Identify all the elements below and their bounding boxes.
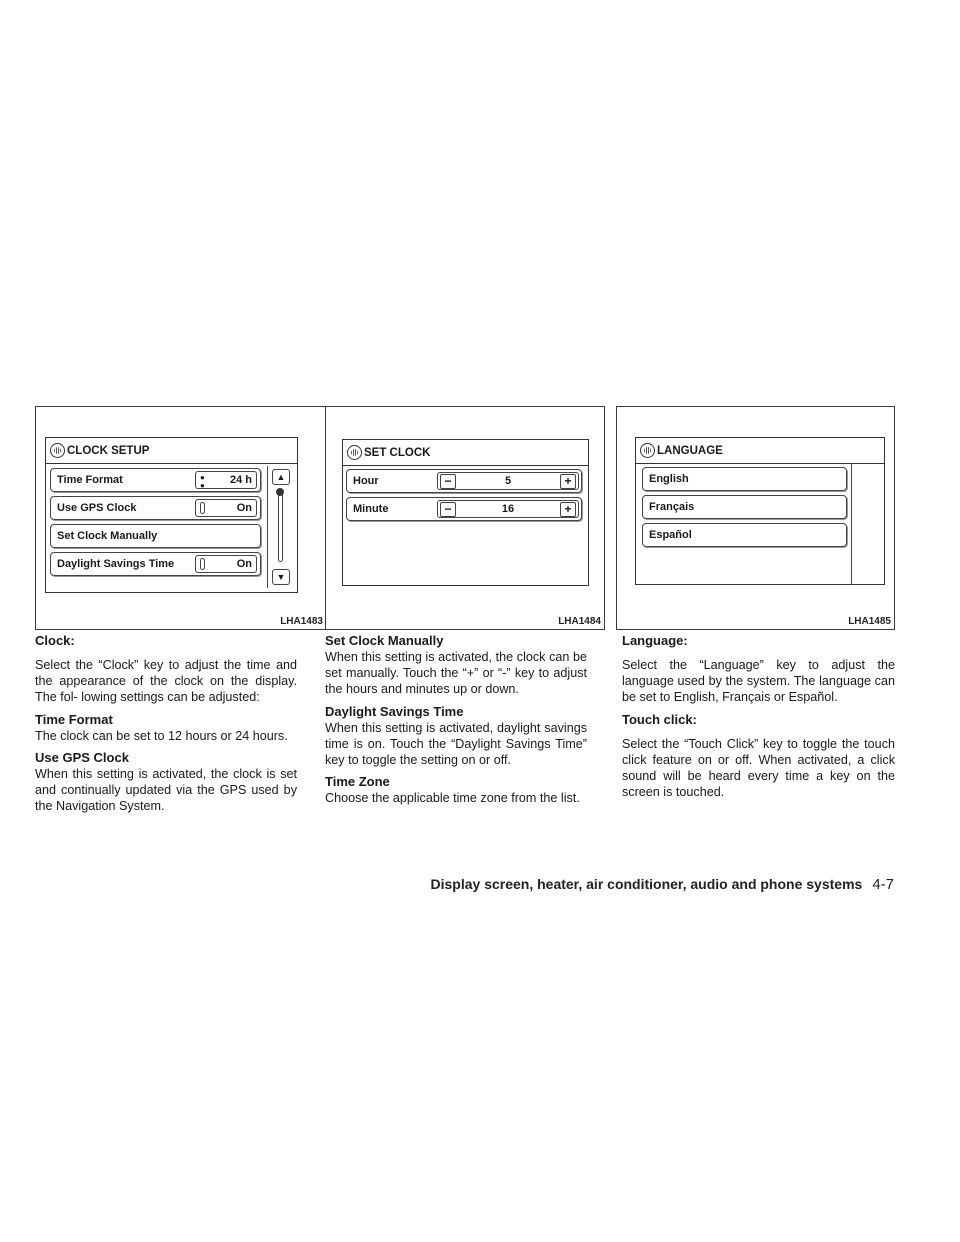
minute-value: 16 xyxy=(501,503,515,515)
gps-clock-row[interactable] xyxy=(50,496,261,520)
clock-setup-title-bar xyxy=(46,438,297,464)
page-footer xyxy=(431,876,895,893)
language-body: Select the “Language” key to adjust the language used by the system. The language can be set to English, Français or Español. xyxy=(622,658,895,705)
hour-row xyxy=(346,469,582,493)
minute-plus-button[interactable]: + xyxy=(560,502,576,517)
language-screen xyxy=(635,437,885,585)
toggle-indicator-icon xyxy=(200,502,205,514)
set-clock-manually-label: Set Clock Manually xyxy=(57,530,158,542)
language-option-francais[interactable] xyxy=(642,495,847,519)
menu-icon xyxy=(50,443,65,458)
minute-minus-button[interactable]: − xyxy=(440,502,456,517)
time-format-label: Time Format xyxy=(57,474,123,486)
dst-row[interactable] xyxy=(50,552,261,576)
section-title: Display screen, heater, air conditioner, audio and phone systems xyxy=(430,876,863,892)
tz-heading: Time Zone xyxy=(325,774,390,790)
gps-heading: Use GPS Clock xyxy=(35,749,129,765)
dst-value-box xyxy=(195,555,257,573)
language-option-label: English xyxy=(649,473,689,485)
language-title-bar xyxy=(636,438,884,464)
dst-body: When this setting is activated, daylight savings time is on. Touch the “Daylight Savings Time” key to toggle the setting on or off. xyxy=(325,720,587,768)
language-option-espanol[interactable] xyxy=(642,523,847,547)
figure-clock-setup xyxy=(35,406,327,630)
gps-clock-value: On xyxy=(236,502,252,514)
figure-language xyxy=(616,406,895,630)
language-title: LANGUAGE xyxy=(657,444,723,457)
language-option-label: Français xyxy=(649,501,695,513)
figure-code: LHA1484 xyxy=(558,616,601,627)
figure-code: LHA1485 xyxy=(848,616,891,627)
scroll-area xyxy=(851,464,884,584)
text-column-1 xyxy=(35,633,297,820)
time-format-body: The clock can be set to 12 hours or 24 hours. xyxy=(35,728,288,743)
clock-body: Select the “Clock” key to adjust the time and the appearance of the clock on the display. The fol- lowing settings can be adjusted: xyxy=(35,658,297,705)
figure-set-clock xyxy=(325,406,605,630)
figure-code: LHA1483 xyxy=(280,616,323,627)
scroll-track[interactable] xyxy=(278,492,283,562)
time-format-value: 24 h xyxy=(229,474,252,486)
hour-minus-button[interactable]: − xyxy=(440,474,456,489)
text-column-3 xyxy=(622,633,895,806)
hour-label: Hour xyxy=(353,475,379,487)
time-format-value-box xyxy=(195,471,257,489)
selector-dots-icon: ● ● xyxy=(200,473,205,490)
menu-icon xyxy=(640,443,655,458)
page-number: 4-7 xyxy=(872,876,894,893)
gps-clock-label: Use GPS Clock xyxy=(57,502,137,514)
minute-label: Minute xyxy=(353,503,389,515)
set-clock-manually-row[interactable] xyxy=(50,524,261,548)
menu-icon xyxy=(347,445,362,460)
touch-click-body: Select the “Touch Click” key to toggle the touch click feature on or off. When activated, a click sound will be heard every time a key on the screen is touched. xyxy=(622,736,895,800)
clock-heading: Clock: xyxy=(35,633,75,648)
clock-setup-screen xyxy=(45,437,298,593)
clock-setup-title: CLOCK SETUP xyxy=(67,444,150,457)
hour-value: 5 xyxy=(504,475,512,487)
scrollbar[interactable] xyxy=(267,466,294,588)
set-clock-title: SET CLOCK xyxy=(364,446,431,459)
set-clock-title-bar xyxy=(343,440,588,466)
time-format-heading: Time Format xyxy=(35,711,113,727)
language-option-english[interactable] xyxy=(642,467,847,491)
tz-body: Choose the applicable time zone from the list. xyxy=(325,791,580,806)
manual-body: When this setting is activated, the clock can be set manually. Touch the “+” or “-” key to adjust the hours and minutes up or down. xyxy=(325,650,587,697)
hour-stepper xyxy=(437,472,579,490)
minute-row xyxy=(346,497,582,521)
time-format-row[interactable] xyxy=(50,468,261,492)
scroll-thumb[interactable] xyxy=(276,488,284,496)
manual-heading: Set Clock Manually xyxy=(325,633,444,648)
set-clock-screen xyxy=(342,439,589,586)
dst-label: Daylight Savings Time xyxy=(57,558,175,570)
dst-heading: Daylight Savings Time xyxy=(325,703,464,719)
language-heading: Language: xyxy=(622,633,688,648)
scroll-up-icon[interactable]: ▲ xyxy=(272,469,290,485)
text-column-2 xyxy=(325,633,587,812)
toggle-indicator-icon xyxy=(200,558,205,570)
minute-stepper xyxy=(437,500,579,518)
hour-plus-button[interactable]: + xyxy=(560,474,576,489)
gps-body: When this setting is activated, the clock is set and continually updated via the GPS used by the Navigation System. xyxy=(35,766,297,814)
language-option-label: Español xyxy=(649,529,692,541)
scroll-down-icon[interactable]: ▼ xyxy=(272,569,290,585)
dst-value: On xyxy=(236,558,252,570)
gps-clock-value-box xyxy=(195,499,257,517)
touch-click-heading: Touch click: xyxy=(622,711,697,727)
